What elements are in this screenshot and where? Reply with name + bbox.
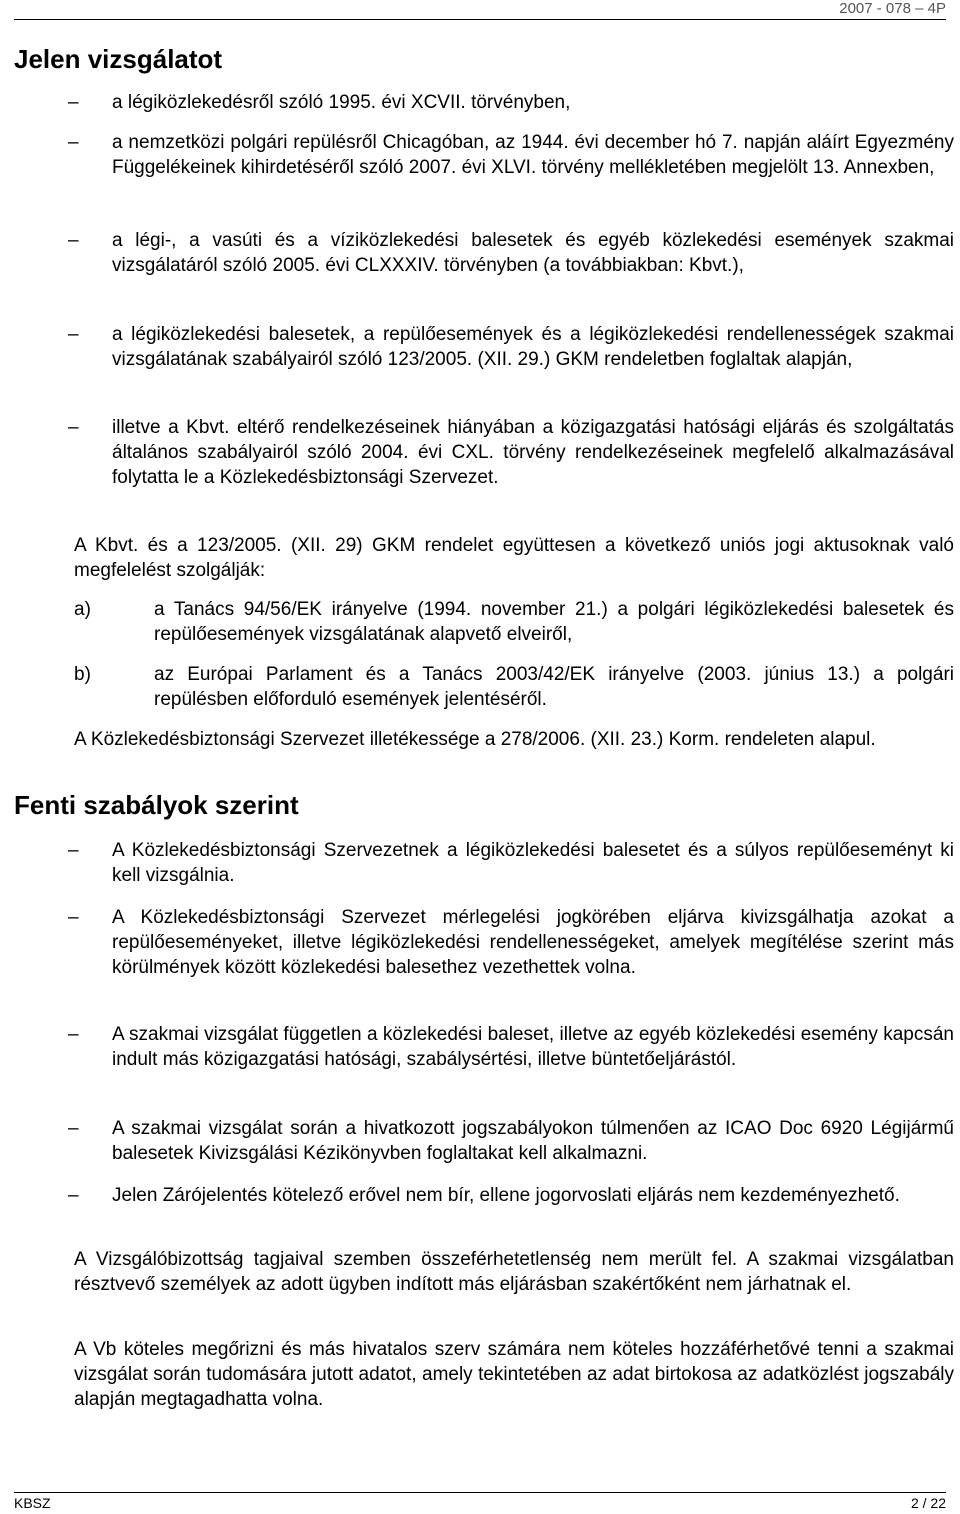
list-dash: – bbox=[68, 907, 79, 928]
list-dash: – bbox=[68, 132, 79, 153]
list-item: a nemzetközi polgári repülésről Chicagóban, az 1944. évi december hó 7. napján aláírt Egyezmény Függelékeinek kihirdetéséről szóló 2007. évi XLVI. törvény mellékletében megjelölt 13. Annexben, bbox=[112, 132, 954, 178]
paragraph-directives: A Kbvt. és a 123/2005. (XII. 29) GKM rendelet együttesen a következő uniós jogi aktusoknak való megfelelést szolgálják: bbox=[74, 535, 954, 581]
list-item: a légiközlekedésről szóló 1995. évi XCVII. törvényben, bbox=[112, 92, 571, 113]
footer-organization: KBSZ bbox=[14, 1495, 51, 1511]
list-dash: – bbox=[68, 840, 79, 861]
section-heading-rules: Fenti szabályok szerint bbox=[14, 790, 299, 820]
paragraph-committee: A Vizsgálóbizottság tagjaival szemben összeférhetetlenség nem merült fel. A szakmai vizsgálatban résztvevő személyek az adott ügyben indított más eljárásban szakértőként nem járhatnak el. bbox=[74, 1249, 954, 1295]
list-item: a légiközlekedési balesetek, a repülőesemények és a légiközlekedési rendellenességek szakmai vizsgálatának szabályairól szóló 123/2005. (XII. 29.) GKM rendeletben foglaltak alapján, bbox=[112, 324, 954, 370]
document-id: 2007 - 078 – 4P bbox=[14, 0, 946, 20]
list-item: a légi-, a vasúti és a víziközlekedési balesetek és egyéb közlekedési események szakmai vizsgálatáról szóló 2005. évi CLXXXIV. törvényben (a továbbiakban: Kbvt.), bbox=[112, 230, 954, 276]
list-item: A szakmai vizsgálat során a hivatkozott jogszabályokon túlmenően az ICAO Doc 6920 Légijármű balesetek Kivizsgálási Kézikönyvben foglaltakat kell alkalmazni. bbox=[112, 1118, 954, 1164]
list-dash: – bbox=[68, 1185, 79, 1206]
list-item: A szakmai vizsgálat független a közlekedési baleset, illetve az egyéb közlekedési esemény kapcsán indult más közigazgatási hatósági, szabálysértési, illetve büntetőeljárástól. bbox=[112, 1024, 954, 1070]
paragraph-competence: A Közlekedésbiztonsági Szervezet illetékessége a 278/2006. (XII. 23.) Korm. rendeleten alapul. bbox=[74, 729, 876, 750]
list-dash: – bbox=[68, 1118, 79, 1139]
list-dash: – bbox=[68, 230, 79, 251]
list-item: A Közlekedésbiztonsági Szervezet mérlegelési jogkörében eljárva kivizsgálhatja azokat a repülőeseményeket, illetve légiközlekedési rendellenességeket, amelyek megítélése szerint más körülmények között közlekedési balesethez vezethettek volna. bbox=[112, 907, 954, 978]
footer-divider bbox=[14, 1492, 946, 1493]
directive-text: a Tanács 94/56/EK irányelve (1994. november 21.) a polgári légiközlekedési balesetek és repülőesemények vizsgálatának alapvető elveiről, bbox=[154, 599, 954, 645]
directive-letter: b) bbox=[74, 664, 91, 685]
paragraph-confidential: A Vb köteles megőrizni és más hivatalos szerv számára nem köteles hozzáférhetővé tenni a szakmai vizsgálat során tudomására jutott adatot, amely tekintetében az adat birtokosa az adatközlést jogszabály alapján megtagadhatta volna. bbox=[74, 1339, 954, 1410]
list-dash: – bbox=[68, 1024, 79, 1045]
list-dash: – bbox=[68, 417, 79, 438]
list-dash: – bbox=[68, 324, 79, 345]
directive-text: az Európai Parlament és a Tanács 2003/42/EK irányelve (2003. június 13.) a polgári repülésben előforduló események jelentéséről. bbox=[154, 664, 954, 710]
list-item: Jelen Zárójelentés kötelező erővel nem bír, ellene jogorvoslati eljárás nem kezdeményezhető. bbox=[112, 1185, 900, 1206]
page-number: 2 / 22 bbox=[910, 1495, 946, 1511]
list-item: A Közlekedésbiztonsági Szervezetnek a légiközlekedési balesetet és a súlyos repülőeseményt ki kell vizsgálnia. bbox=[112, 840, 954, 886]
directive-letter: a) bbox=[74, 599, 91, 620]
list-dash: – bbox=[68, 92, 79, 113]
section-heading-current-investigation: Jelen vizsgálatot bbox=[14, 44, 223, 74]
list-item: illetve a Kbvt. eltérő rendelkezéseinek hiányában a közigazgatási hatósági eljárás és szolgáltatás általános szabályairól szóló 2004. évi CXL. törvény rendelkezéseinek megfelelő alkalmazásával folytatta le a Közlekedésbiztonsági Szervezet. bbox=[112, 417, 954, 488]
